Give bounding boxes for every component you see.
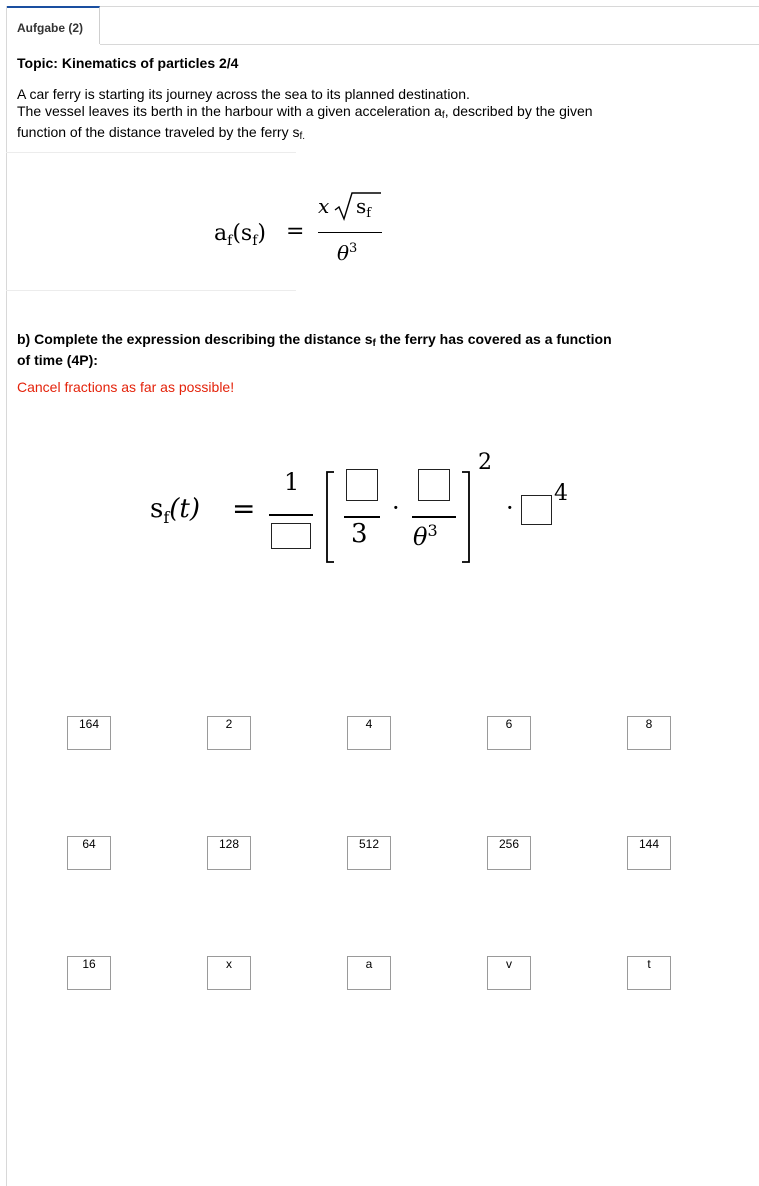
answer-tile[interactable]: 16 (67, 956, 111, 990)
inner-denominator-theta: $\theta^3$ (413, 521, 438, 551)
drop-slot-numerator-2[interactable] (418, 469, 450, 501)
answer-tile[interactable]: 144 (627, 836, 671, 870)
tab-divider (100, 44, 759, 45)
answer-tile[interactable]: 128 (207, 836, 251, 870)
fraction-bar (344, 516, 380, 518)
answer-tile[interactable]: 64 (67, 836, 111, 870)
trailing-exponent: 4 (554, 481, 568, 506)
formula-a-denominator: $\theta^3$ (337, 241, 358, 265)
left-bracket-icon (324, 470, 336, 564)
formula-b-equals: = (232, 492, 256, 525)
intro-line-3: function of the distance traveled by the ferry $s_{f.}$ (17, 124, 306, 142)
cancel-note: Cancel fractions as far as possible! (17, 379, 235, 395)
intro-line-1: A car ferry is starting its journey across the sea to its planned destination. (17, 86, 470, 102)
multiply-dot: · (506, 494, 514, 522)
answer-tile[interactable]: a (347, 956, 391, 990)
answer-tile[interactable]: v (487, 956, 531, 990)
answer-tile[interactable]: x (207, 956, 251, 990)
right-bracket-icon (460, 470, 472, 564)
fraction-bar (318, 232, 382, 233)
divider (6, 290, 296, 291)
divider (6, 152, 296, 153)
tab-aufgabe[interactable] (7, 6, 100, 44)
formula-a-lhs: $a_f(s_f)$ (214, 221, 266, 249)
frac-numerator-one: 1 (284, 468, 300, 496)
problem-intro (17, 86, 717, 145)
answer-tile[interactable]: 8 (627, 716, 671, 750)
answer-tile[interactable]: 6 (487, 716, 531, 750)
answer-tile[interactable]: 164 (67, 716, 111, 750)
fraction-bar (412, 516, 456, 518)
answer-tile[interactable]: 4 (347, 716, 391, 750)
inner-denominator-3: 3 (351, 519, 368, 549)
answer-tile[interactable]: t (627, 956, 671, 990)
intro-line-2: The vessel leaves its berth in the harbour with a given acceleration $a_f$, described by the given (17, 103, 593, 121)
formula-a-x: x (318, 194, 330, 218)
fraction-bar (269, 514, 313, 516)
drop-slot-denominator[interactable] (271, 523, 311, 549)
answer-tile[interactable]: 512 (347, 836, 391, 870)
multiply-dot: · (392, 494, 400, 522)
topic-title: Topic: Kinematics of particles 2/4 (17, 55, 239, 71)
content-panel (6, 6, 759, 1186)
drop-slot-numerator-1[interactable] (346, 469, 378, 501)
part-b-question: b) Complete the expression describing the distance $s_f$ the ferry has covered as a function of time (4P): (17, 331, 612, 368)
tab-label: Aufgabe (2) (17, 21, 83, 35)
formula-b-lhs: $s_f(t)$ (150, 494, 201, 527)
answer-tile[interactable]: 2 (207, 716, 251, 750)
answer-tile[interactable]: 256 (487, 836, 531, 870)
formula-a-s: $s_f$ (356, 194, 372, 221)
drop-slot-time-factor[interactable] (521, 495, 552, 525)
outer-exponent: 2 (478, 450, 492, 475)
formula-a-equals: = (286, 219, 305, 244)
